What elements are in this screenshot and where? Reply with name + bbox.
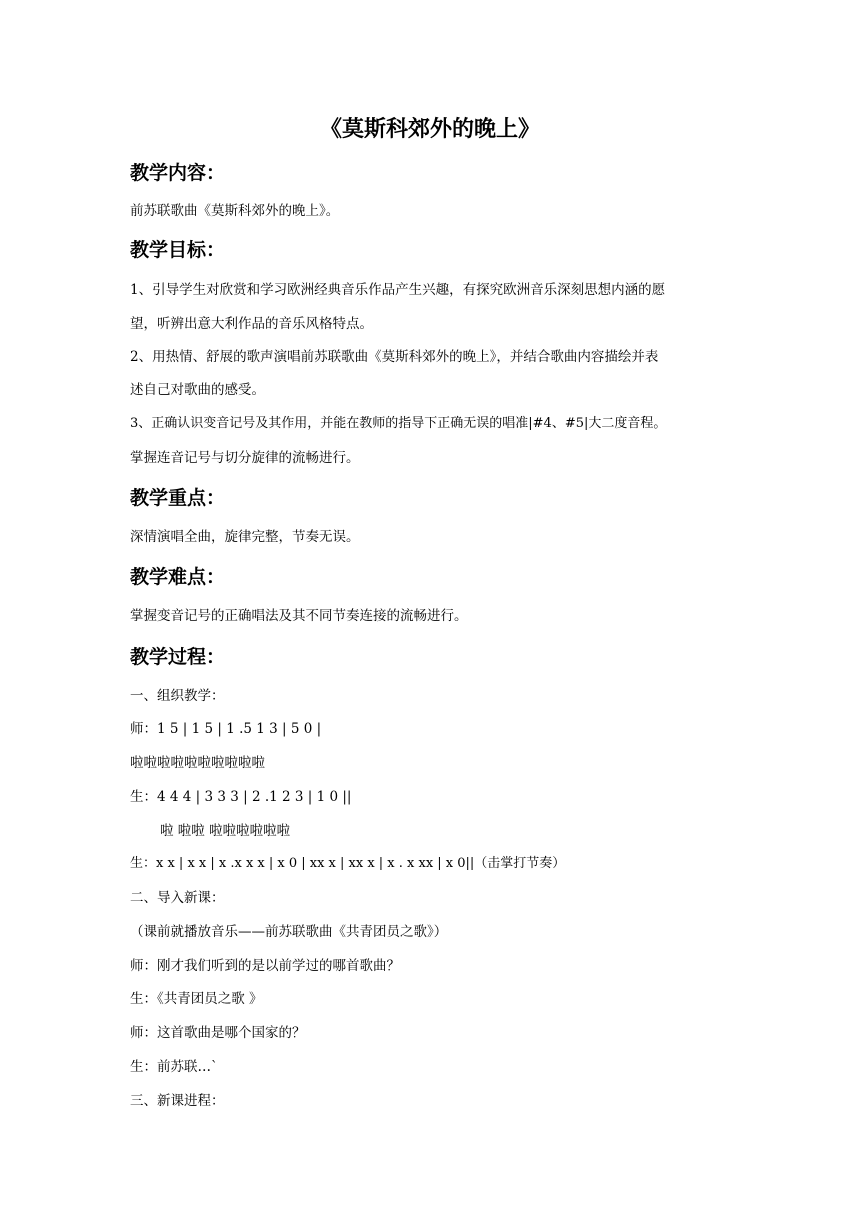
content-heading: 教学内容：: [130, 162, 226, 184]
difficulty-heading: 教学难点：: [130, 566, 226, 588]
student-rhythm: 生：x x | x x | x .x x x | x 0 | xx x | xx x | x . x xx | x 0||（击掌打节奏）: [130, 856, 566, 871]
goal-2-line-2: 述自己对歌曲的感受。: [130, 382, 265, 398]
step-3: 三、新课进程：: [130, 1093, 225, 1109]
goal-3-line-1: 3、正确认识变音记号及其作用，并能在教师的指导下正确无误的唱准|#4、#5|大二度音程。: [130, 416, 667, 431]
goals-heading: 教学目标：: [130, 239, 226, 261]
question-1: 师：刚才我们听到的是以前学过的哪首歌曲？: [130, 958, 400, 974]
student-lyrics: 啦 啦啦 啦啦啦啦啦啦: [160, 823, 291, 839]
document-title: 《莫斯科郊外的晚上》: [319, 117, 540, 142]
process-heading: 教学过程：: [130, 646, 226, 668]
question-2: 师：这首歌曲是哪个国家的？: [130, 1025, 306, 1041]
content-text: 前苏联歌曲《莫斯科郊外的晚上》。: [130, 203, 340, 219]
goal-1-line-1: 1、引导学生对欣赏和学习欧洲经典音乐作品产生兴趣，有探究欧洲音乐深刻思想内涵的愿: [130, 282, 666, 298]
teacher-lyrics: 啦啦啦啦啦啦啦啦啦啦: [130, 755, 265, 771]
step-2: 二、导入新课：: [130, 890, 225, 906]
difficulty-text: 掌握变音记号的正确唱法及其不同节奏连接的流畅进行。: [130, 608, 468, 624]
goal-2-line-1: 2、用热情、舒展的歌声演唱前苏联歌曲《莫斯科郊外的晚上》，并结合歌曲内容描绘并表: [130, 349, 659, 365]
goal-1-line-2: 望，听辨出意大利作品的音乐风格特点。: [130, 316, 373, 332]
key-points-heading: 教学重点：: [130, 487, 226, 509]
answer-1: 生：《共青团员之歌 》: [130, 991, 263, 1007]
step-1: 一、组织教学：: [130, 688, 225, 704]
intro-note: （课前就播放音乐——前苏联歌曲《共青团员之歌》）: [130, 924, 448, 940]
answer-2: 生：前苏联…`: [130, 1059, 218, 1075]
key-points-text: 深情演唱全曲，旋律完整，节奏无误。: [130, 529, 360, 545]
teacher-notes: 师：1 5 | 1 5 | 1 .5 1 3 | 5 0 |: [130, 721, 322, 737]
student-notes: 生：4 4 4 | 3 3 3 | 2 .1 2 3 | 1 0 ||: [130, 789, 352, 805]
goal-3-line-2: 掌握连音记号与切分旋律的流畅进行。: [130, 450, 360, 466]
